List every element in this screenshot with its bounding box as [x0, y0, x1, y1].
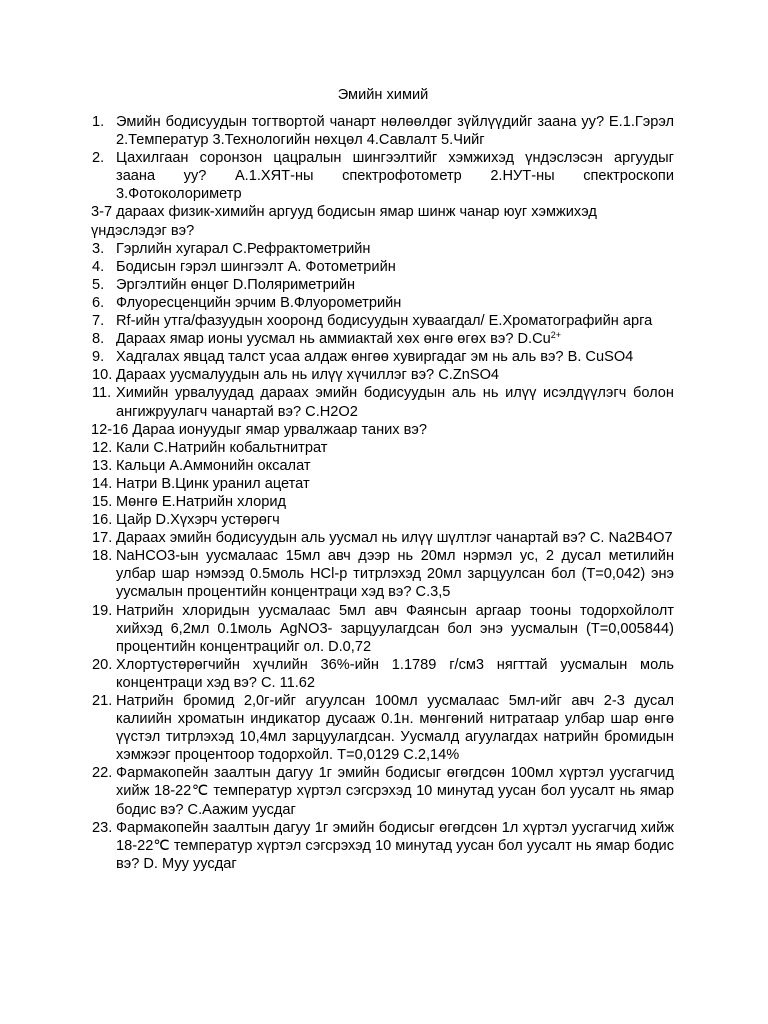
- question-text: [116, 330, 674, 348]
- question-number: 21.: [92, 693, 113, 709]
- question-item: [92, 493, 674, 511]
- question-text: [116, 493, 674, 511]
- question-item: [92, 384, 674, 420]
- question-text: [116, 149, 674, 203]
- question-text-content: Эргэлтийн өнцөг D.Поляриметрийн: [116, 276, 356, 293]
- question-number: 8.: [92, 331, 105, 348]
- question-number: 15.: [92, 493, 113, 510]
- question-item: [92, 149, 674, 203]
- question-item: [92, 366, 674, 384]
- question-item: [92, 258, 674, 276]
- question-number: 13.: [92, 457, 113, 474]
- question-text: [116, 276, 674, 294]
- question-text: [116, 312, 674, 330]
- question-group-heading: 3-7 дараах физик-химийн аргууд бодисын ямар шинж чанар юуг хэмжихэд үндэслэдэг вэ?: [91, 204, 597, 239]
- question-number: 3.: [92, 240, 105, 257]
- question-text: [116, 547, 674, 601]
- question-text-content: Дараах уусмалуудын аль нь илүү хүчиллэг вэ? C.ZnSO4: [116, 367, 500, 384]
- question-item: [92, 294, 674, 312]
- question-text-content: Хлортустөрөгчийн хүчлийн 36%-ийн 1.1789 г/см3 нягттай уусмалын моль концентраци хэд вэ? С. 11.62: [116, 656, 674, 691]
- question-text: [116, 602, 674, 656]
- question-number: 18.: [92, 548, 113, 565]
- question-item: [92, 547, 674, 601]
- question-text-content: Rf-ийн утга/фазуудын хооронд бодисуудын хуваагдал/ Е.Хроматографийн арга: [116, 313, 653, 330]
- question-text-content: Фармакопейн заалтын дагуу 1г эмийн бодисыг өгөгдсөн 100мл хүртэл уусгагчид хийж 18-22℃ температур хүртэл сэгсрэхэд 10 минутад уусан бол уусалт нь ямар бодис вэ? С.Аажим уусдаг: [116, 765, 674, 818]
- question-number: 23.: [92, 819, 113, 836]
- question-item: [92, 348, 674, 366]
- superscript-charge: 2+: [550, 330, 562, 341]
- question-text-content: Химийн урвалуудад дараах эмийн бодисуудын аль нь илүү исэлдүүлэгч болон ангижруулагч чанартай вэ? C.H2O2: [116, 385, 674, 420]
- question-text-content: Кали С.Натрийн кобальтнитрат: [116, 439, 328, 456]
- question-text: [116, 656, 674, 692]
- question-text: [116, 819, 674, 873]
- question-text-content: Натрийн хлоридын уусмалаас 5мл авч Фаянсын аргаар тооны тодорхойлолт хийхэд 6,2мл 0.1моль AgNO3- зарцуулагдсан бол энэ уусмалын (T=0,005844) процентийн концентрацийг ол. D.0,72: [116, 602, 674, 655]
- question-text: [116, 457, 674, 475]
- question-number: 16.: [92, 512, 113, 529]
- question-text: [116, 511, 674, 529]
- question-number: 20.: [92, 656, 113, 673]
- question-item: [92, 240, 674, 258]
- question-item: [92, 819, 674, 873]
- question-list: [92, 113, 674, 873]
- question-text-content: Гэрлийн хугарал С.Рефрактометрийн: [116, 240, 371, 257]
- question-number: 11.: [92, 385, 112, 402]
- question-text: [116, 529, 674, 547]
- question-text: [116, 113, 674, 149]
- question-text: [116, 764, 674, 818]
- question-text-content: Натрийн бромид 2,0г-ийг агуулсан 100мл уусмалаас 5мл-ийг авч 2-3 дусал калиийн хроматын индикатор дусааж 0.1н. мөнгөний нитратаар улбар шар өнгө үүстэл титрлэхэд 10,4мл зарцуулагдсан. Уусмалд агуулагдах натрийн бромидын хэмжээг процентоор тодорхойл. T=0,0129 С.2,14%: [116, 693, 674, 764]
- question-number: 6.: [92, 294, 105, 311]
- question-text-content: Флуоресценцийн эрчим В.Флуорометрийн: [116, 294, 402, 311]
- question-number: 9.: [92, 349, 105, 366]
- question-item: [92, 764, 674, 818]
- question-group-heading: 12-16 Дараа ионуудыг ямар урвалжаар таних вэ?: [91, 421, 427, 438]
- question-text-content: NaHCO3-ын уусмалаас 15мл авч дээр нь 20мл нэрмэл ус, 2 дусал метилийн улбар шар нэмээд 0.5моль HCl-р титрлэхэд 20мл зарцуулсан бол (T=0,042) энэ уусмалын процентийн концентраци хэд вэ? С.3,5: [116, 548, 674, 601]
- question-text: [116, 439, 674, 457]
- question-item: [92, 276, 674, 294]
- question-text-content: Эмийн бодисуудын тогтвортой чанарт нөлөөлдөг зүйлүүдийг заана уу? Е.1.Гэрэл 2.Температур 3.Технологийн нөхцөл 4.Савлалт 5.Чийг: [116, 114, 674, 149]
- question-number: 12.: [92, 439, 113, 456]
- question-item: [92, 692, 674, 764]
- question-item: [92, 529, 674, 547]
- question-text-content: Хадгалах явцад талст усаа алдаж өнгөө хувиргадаг эм нь аль вэ? В. CuSO4: [116, 349, 634, 366]
- question-number: 4.: [92, 258, 105, 275]
- question-item: [92, 113, 674, 149]
- question-number: 1.: [92, 114, 105, 130]
- question-text: [116, 240, 674, 258]
- question-text-content: Мөнгө Е.Натрийн хлорид: [116, 493, 287, 510]
- question-text: [116, 348, 674, 366]
- question-text: [116, 366, 674, 384]
- question-number: 10.: [92, 367, 113, 384]
- question-number: 22.: [92, 765, 113, 782]
- question-text: [116, 384, 674, 420]
- question-item: [92, 312, 674, 330]
- question-text-content: Цахилгаан соронзон цацралын шингээлтийг хэмжихэд үндэслэсэн аргуудыг заана уу? А.1.ХЯТ-ны спектрофотометр 2.НУТ-ны спектроскопи 3.Фотоколориметр: [116, 150, 674, 203]
- question-number: 14.: [92, 475, 113, 492]
- question-text-content: Фармакопейн заалтын дагуу 1г эмийн бодисыг өгөгдсөн 1л хүртэл уусгагчид хийж 18-22℃ температур хүртэл сэгсрэхэд 10 минутад уусан бол уусалт нь ямар бодис вэ? D. Муу уусдаг: [116, 819, 674, 872]
- question-number: 2.: [92, 150, 105, 167]
- question-number: 5.: [92, 276, 105, 293]
- question-number: 7.: [92, 313, 105, 330]
- question-text: [116, 294, 674, 312]
- question-text-content: Бодисын гэрэл шингээлт А. Фотометрийн: [116, 258, 396, 275]
- question-text: [116, 692, 674, 764]
- document-title: Эмийн химий: [337, 87, 429, 103]
- question-item: [92, 330, 674, 348]
- question-item: [92, 475, 674, 493]
- document-page: [92, 86, 674, 873]
- question-item: [92, 457, 674, 475]
- question-text: [116, 475, 674, 493]
- question-text-content: Дараах эмийн бодисуудын аль уусмал нь илүү шүлтлэг чанартай вэ? С. Na2B4O7: [116, 530, 673, 547]
- question-text: [116, 258, 674, 276]
- question-text-content: Дараах ямар ионы уусмал нь аммиактай хөх өнгө өгөх вэ? D.Cu: [116, 331, 551, 348]
- question-item: [92, 656, 674, 692]
- question-item: [92, 602, 674, 656]
- question-item: [92, 439, 674, 457]
- question-number: 17.: [92, 530, 113, 547]
- question-text-content: Цайр D.Хүхэрч устөрөгч: [116, 512, 280, 529]
- question-item: [92, 511, 674, 529]
- question-text-content: Натри В.Цинк уранил ацетат: [116, 475, 310, 492]
- question-text-content: Кальци А.Аммонийн оксалат: [116, 457, 311, 474]
- question-number: 19.: [92, 602, 113, 619]
